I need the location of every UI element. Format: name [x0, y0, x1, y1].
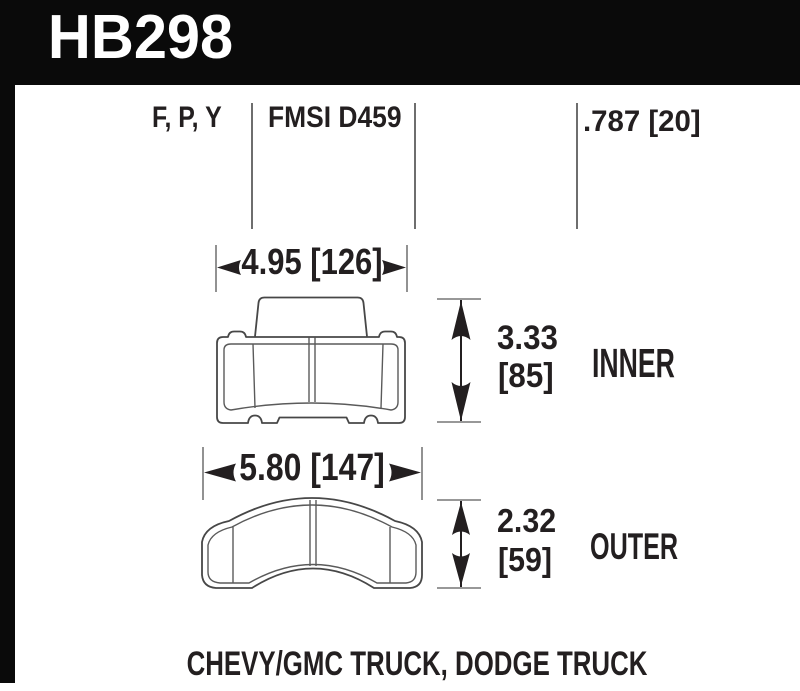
inner-pad-tab: [255, 298, 367, 337]
inner-pad-label: INNER: [592, 340, 675, 386]
inner-pad-friction-outline: [224, 344, 398, 410]
inner-pad-chamfer-right: [381, 344, 383, 408]
inner-height-inches: 3.33: [497, 319, 558, 357]
part-number: HB298: [47, 3, 234, 72]
inner-pad-chamfer-left: [253, 344, 255, 408]
outer-width-value: 5.80 [147]: [239, 447, 385, 489]
outer-pad-label: OUTER: [590, 526, 679, 567]
outer-height-inches: 2.32: [497, 502, 557, 539]
inner-width-value: 4.95 [126]: [241, 241, 383, 282]
fmsi-number: FMSI D459: [268, 101, 402, 134]
arrow-down-icon: [452, 553, 470, 586]
vehicle-applications: CHEVY/GMC TRUCK, DODGE TRUCK: [186, 645, 648, 683]
pad-thickness: .787 [20]: [583, 105, 701, 138]
arrow-down-icon: [452, 382, 471, 421]
outer-pad-drawing: [202, 498, 422, 588]
inner-pad-body: [217, 332, 405, 424]
arrow-up-icon: [452, 502, 470, 535]
outer-height-dimension: [437, 500, 481, 588]
outer-pad-friction-outline: [208, 505, 416, 583]
arrow-up-icon: [452, 301, 471, 340]
inner-pad-drawing: [217, 298, 405, 424]
outer-pad-body: [202, 498, 422, 588]
inner-height-dimension: [437, 299, 481, 422]
inner-height-mm: [85]: [498, 357, 554, 395]
outer-height-mm: [59]: [498, 541, 552, 578]
compound-codes: F, P, Y: [152, 101, 222, 134]
